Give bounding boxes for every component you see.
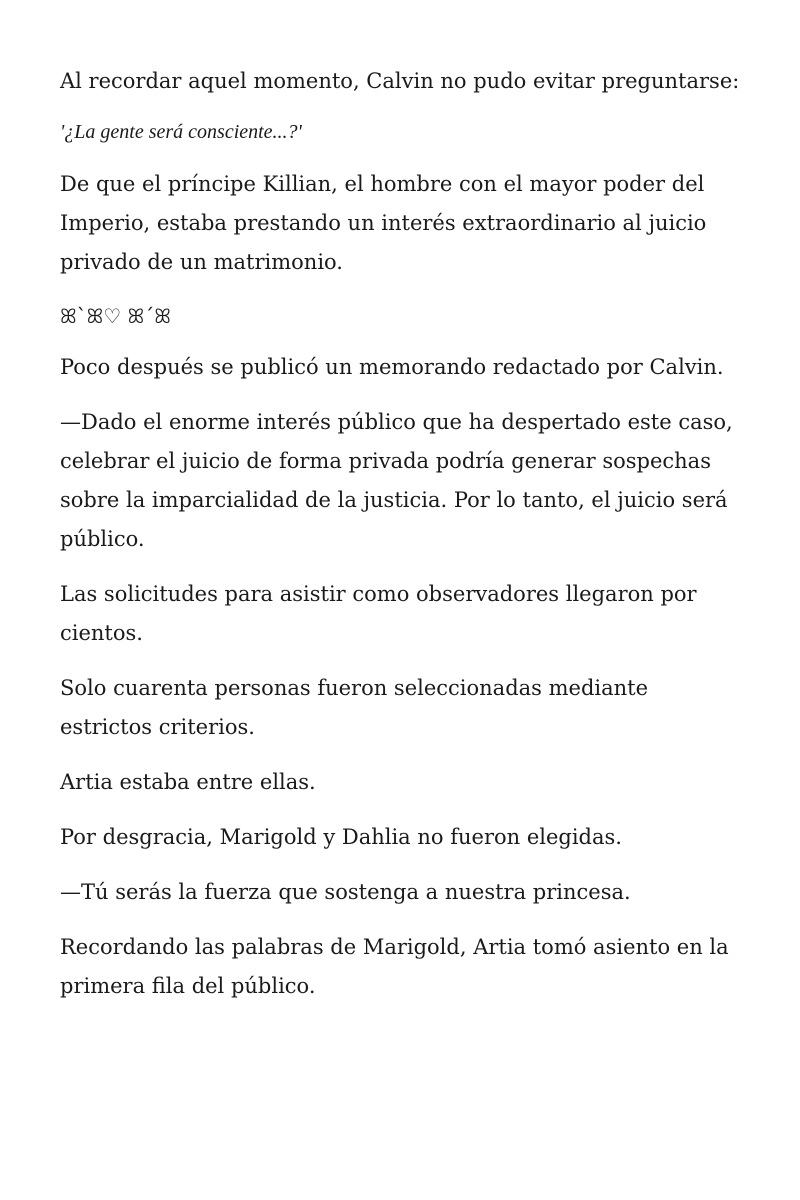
paragraph: Recordando las palabras de Marigold, Artia tomó asiento en la primera fila del público. xyxy=(60,935,729,998)
paragraph: Solo cuarenta personas fueron seleccionadas mediante estrictos criterios. xyxy=(60,676,649,739)
reading-page xyxy=(60,62,745,1022)
dialogue-paragraph: —Dado el enorme interés público que ha despertado este caso, celebrar el juicio de forma privada podría generar sospechas sobre la imparcialidad de la justicia. Por lo tanto, el juicio será público. xyxy=(60,410,733,551)
paragraph: Poco después se publicó un memorando redactado por Calvin. xyxy=(60,355,724,379)
inner-thought: '¿La gente será consciente...?' xyxy=(60,121,302,143)
dialogue-paragraph: —Tú serás la fuerza que sostenga a nuestra princesa. xyxy=(60,880,631,904)
paragraph: Al recordar aquel momento, Calvin no pudo evitar preguntarse: xyxy=(60,69,740,93)
paragraph: Artia estaba entre ellas. xyxy=(60,770,316,794)
paragraph: De que el príncipe Killian, el hombre con el mayor poder del Imperio, estaba prestando un interés extraordinario al juicio privado de un matrimonio. xyxy=(60,172,707,274)
scene-divider: ꕤ`ꕤ♡ ꕤ´ꕤ xyxy=(60,304,171,328)
paragraph: Por desgracia, Marigold y Dahlia no fueron elegidas. xyxy=(60,825,622,849)
paragraph: Las solicitudes para asistir como observadores llegaron por cientos. xyxy=(60,582,697,645)
